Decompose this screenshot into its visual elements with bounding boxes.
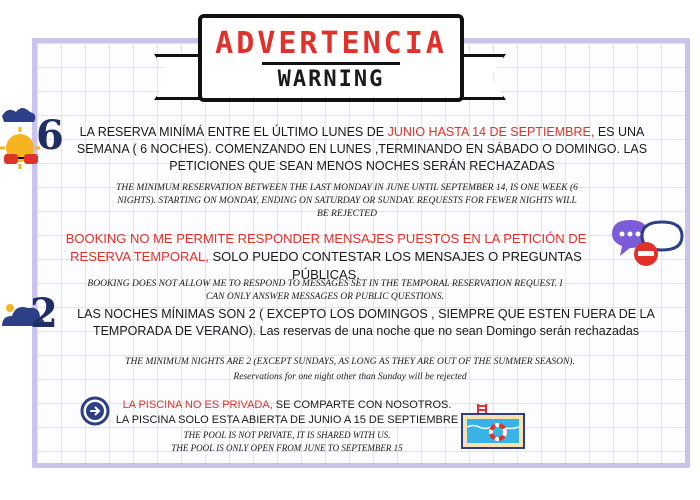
no-messages-icon [608,214,688,270]
section4-line1 [112,398,462,412]
section2-text-post: SOLO PUEDO CONTESTAR LOS MENSAJES O PREGUNTAS PÚBLICAS. [208,249,582,282]
swimming-pool-icon [458,400,528,452]
warning-banner [150,8,510,108]
arrow-circle-icon [80,396,110,426]
banner-title: ADVERTENCIA [215,26,447,61]
section3-number: 2 [30,290,58,337]
section1-highlight: JUNIO HASTA 14 DE SEPTIEMBRE, [387,125,595,139]
section4-line2: LA PISCINA SOLO ESTA ABIERTA DE JUNIO A 15 DE SEPTIEMBRE [115,414,459,426]
section3-english-line1: THE MINIMUM NIGHTS ARE 2 (EXCEPT SUNDAYS, AS LONG AS THEY ARE OUT OF THE SUMMER SEASON). [125,357,575,367]
section3-english-line2: Reservations for one night other than Sunday will be rejected [233,372,467,382]
section1-english: THE MINIMUM RESERVATION BETWEEN THE LAST MONDAY IN JUNE UNTIL SEPTEMBER 14, IS ONE WEEK (6 NIGHTS). STARTING ON MONDAY, ENDING ON SATURDAY OR SUNDAY. REQUESTS FOR FEWER NIGHTS WILL BE REJECTED [116,183,578,219]
banner-box [198,14,464,102]
section4-english-line2: THE POOL IS ONLY OPEN FROM JUNE TO SEPTEMBER 15 [171,443,403,453]
section2-text [40,230,612,284]
section4-text-post: SE COMPARTE CON NOSOTROS. [272,399,452,411]
section2-english: BOOKING DOES NOT ALLOW ME TO RESPOND TO MESSAGES SET IN THE TEMPORAL RESERVATION REQUEST. I CAN ONLY ANSWER MESSAGES OR PUBLIC QUESTIONS. [87,279,563,302]
section1-text-post: ES UNA SEMANA ( 6 NOCHES). COMENZANDO EN LUNES ,TERMINANDO EN SÁBADO O DOMINGO. LAS PETICIONES QUE SEAN MENOS NOCHES SERÁN RECHAZADAS [76,125,648,173]
section1-text-pre: LA RESERVA MINÍMÁ ENTRE EL ÚLTIMO LUNES DE [79,125,388,139]
section1-text [62,124,662,175]
banner-subtitle: WARNING [262,62,400,92]
section4-highlight: LA PISCINA NO ES PRIVADA, [122,399,273,411]
section2-highlight: BOOKING NO ME PERMITE RESPONDER MENSAJES PUESTOS EN LA PETICIÓN DE RESERVA TEMPORAL, [65,231,587,264]
section1-number: 6 [36,112,64,159]
section3-text: LAS NOCHES MÍNIMAS SON 2 ( EXCEPTO LOS DOMINGOS , SIEMPRE QUE ESTEN FUERA DE LA TEMPORADA DE VERANO). Las reservas de una noche que no sean Domingo serán rechazadas [77,307,655,338]
section4-english-line1: THE POOL IS NOT PRIVATE, IT IS SHARED WITH US. [183,430,391,440]
